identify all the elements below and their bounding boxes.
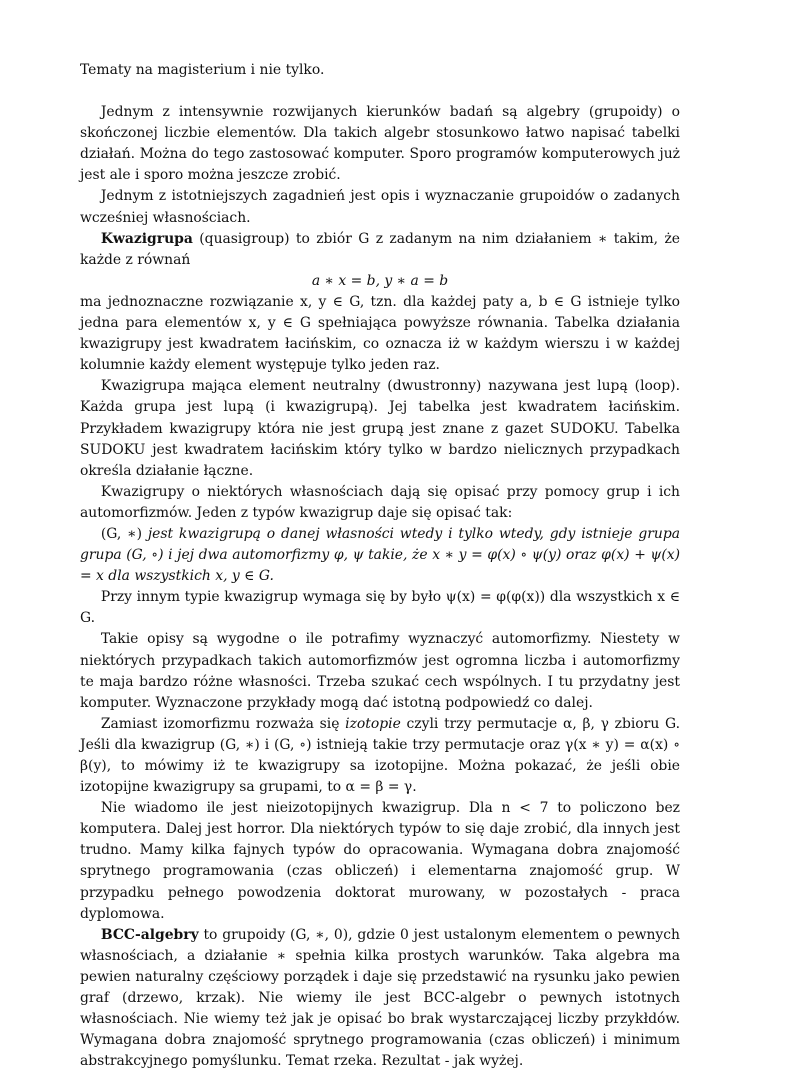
bcc-definition: to grupoidy (G, ∗, 0), gdzie 0 jest ustalonym elementem o pewnych własnościach, a działanie ∗ spełnia kilka prostych warunków. Taka algebra ma pewien naturalny częściowy porządek i daje się przedstawić na rysunku jako pewien graf (drzewo, krzak). Nie wiemy ile jest BCC-algebr o pewnych istotnych własnościach. Nie wiemy też jak je opisać bo brak wystarczającej liczby przykłdów. Wymagana dobra znajomość sprytnego programowania (czas obliczeń) i minimum abstrakcyjnego pomyślunku. Temat rzeka. Rezultat - jak wyżej. <box>80 926 680 1070</box>
paragraph-innym-typie: Przy innym typie kwazigrup wymaga się by było ψ(x) = φ(φ(x)) dla wszystkich x ∈ G. <box>80 589 680 627</box>
paragraph-kwazigrupa-cont: ma jednoznaczne rozwiązanie x, y ∈ G, tzn. dla każdej paty a, b ∈ G istnieje tylko jedna para elementów x, y ∈ G spełniająca powyższe równania. Tabelka działania kwazigrupy jest kwadratem łacińskim, co oznacza iż w każdym wierszu i w każdej kolumnie każdy element występuje tylko jeden raz. <box>80 293 680 374</box>
paragraph-lupa: Kwazigrupa mająca element neutralny (dwustronny) nazywana jest lupą (loop). Każda grupa jest lupą (i kwazigrupą). Jej tabelka jest kwadratem łacińskim. Przykładem kwazigrupy która nie jest grupą jest znane z gazet SUDOKU. Tabelka SUDOKU jest kwadratem łacińskim który tylko w bardzo nielicznych przypadkach określa działanie łączne. <box>80 378 680 479</box>
paragraph-izotopie <box>80 714 680 798</box>
page-title: Tematy na magisterium i nie tylko. <box>80 62 325 78</box>
paragraph-intro: Jednym z intensywnie rozwijanych kierunków badań są algebry (grupoidy) o skończonej liczbie elementów. Dla takich algebr stosunkowo łatwo napisać tabelki działań. Można do tego zastosować komputer. Sporo programów komputerowych już jest ale i sporo można jeszcze zrobić. <box>80 104 680 184</box>
term-bcc-algebry: BCC-algebry <box>100 926 199 943</box>
paragraph-kwazigrupa <box>80 229 680 271</box>
theorem-statement: jest kwazigrupą o danej własności wtedy i tylko wtedy, gdy istnieje grupa grupa (G, ∘) i jej dwa automorfizmy φ, ψ takie, że x ∗ y = φ(x) ∘ ψ(y) oraz φ(x) + ψ(x) = x dla wszystkich <box>80 525 681 585</box>
izotopie-lead: Zamiast izomorfizmu rozważa się <box>100 715 346 732</box>
equation-quasigroup: a ∗ x = b, y ∗ a = b <box>311 272 449 289</box>
izotopie-rest: czyli trzy permutacje α, β, γ zbioru G. Jeśli dla kwazigrup (G, ∗) i (G, ∘) istnieją takie trzy permutacje oraz γ(x ∗ y) = α(x) ∘ β(y), to mówimy iż te kwazigrupy sa izotopijne. Można pokazać, że jeśli obie izotopijne kwazigrupy sa grupami, to α = β = γ. <box>80 715 680 796</box>
paragraph-bcc <box>80 925 680 1072</box>
document-page <box>80 60 680 1072</box>
paragraph-theorem <box>80 524 680 587</box>
term-kwazigrupa: Kwazigrupa <box>100 230 193 247</box>
paragraph-opisy: Takie opisy są wygodne o ile potrafimy wyznaczyć automorfizmy. Niestety w niektórych przypadkach takich automorfizmów jest ogromna liczba i automorfizmy te maja bardzo różne własności. Trzeba szukać cech wspólnych. I tu przydatny jest komputer. Wyznaczone przykłady mogą dać istotną podpowiedź co dalej. <box>80 631 680 711</box>
paragraph-grupoids: Jednym z istotniejszych zagadnień jest opis i wyznaczanie grupoidów o zadanych wcześniej własnościach. <box>80 188 680 226</box>
theorem-lead: (G, ∗) <box>100 525 142 542</box>
paragraph-automorfizmy: Kwazigrupy o niektórych własnościach dają się opisać przy pomocy grup i ich automorfizmów. Jeden z typów kwazigrup daje się opisać tak: <box>80 483 680 521</box>
theorem-end: x, y ∈ G. <box>215 568 274 585</box>
paragraph-nieizotopijne: Nie wiadomo ile jest nieizotopijnych kwazigrup. Dla n < 7 to policzono bez komputera. Dalej jest horror. Dla niektórych typów to się daje zrobić, dla innych jest trudno. Mamy kilka fajnych typów do opracowania. Wymagana dobra znajomość sprytnego programowania (czas obliczeń) i elementarna znajomość grup. W przypadku pełnego powodzenia doktorat murowany, w pozostałych - praca dyplomowa. <box>80 800 680 922</box>
kwazigrupa-definition: (quasigroup) to zbiór G z zadanym na nim działaniem ∗ takim, że każde z równań <box>80 230 680 268</box>
term-izotopie: izotopie <box>345 715 401 732</box>
